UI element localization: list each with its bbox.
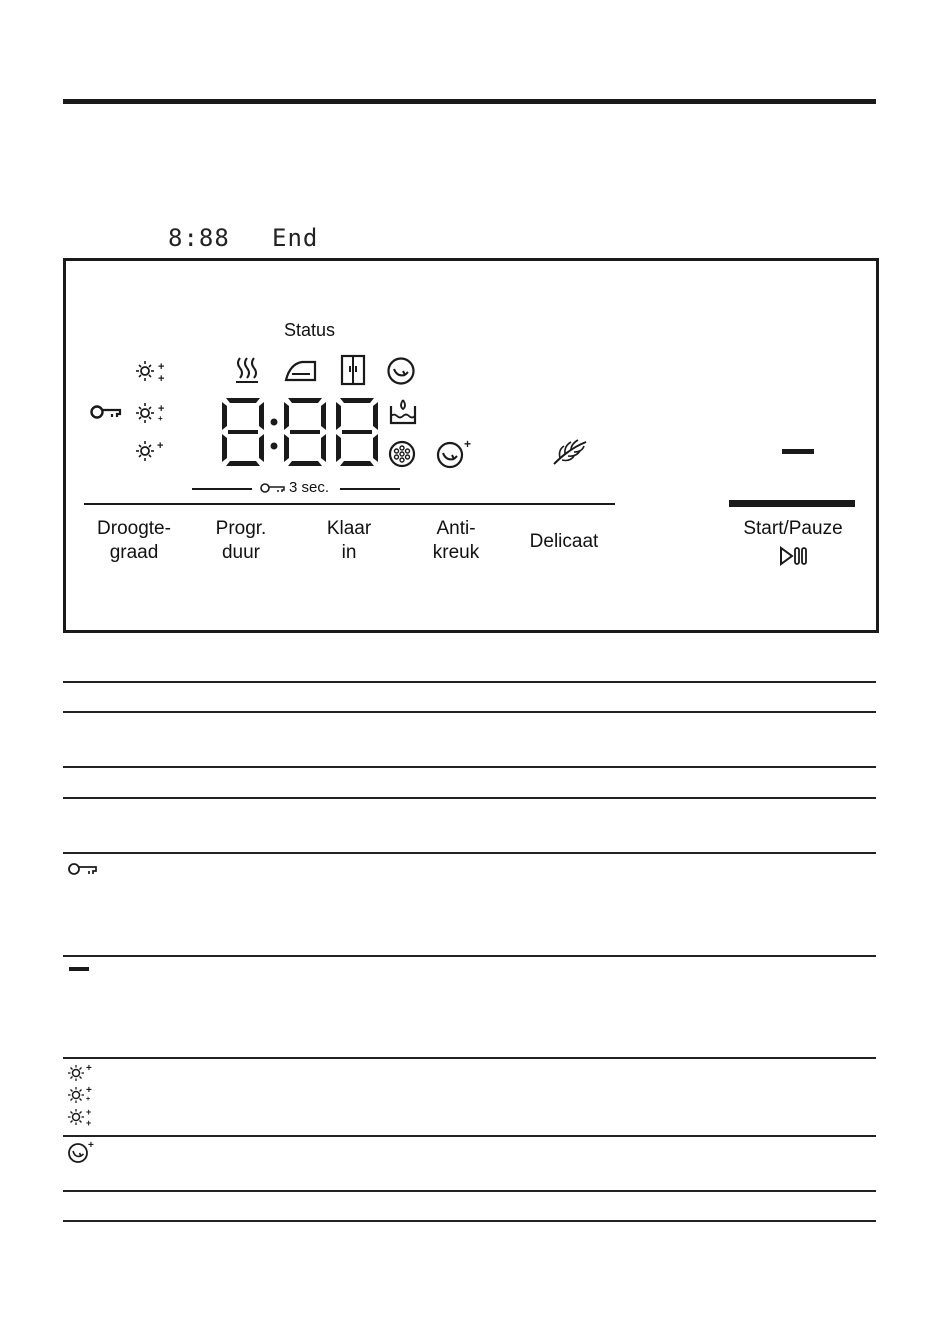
dryness-button-line1: Droogte- [97,518,171,539]
start-pause-button[interactable]: Start/Pauze [743,518,843,539]
anti-crease-line2: kreuk [432,542,480,563]
lock-hint-key-icon [260,482,286,494]
table-dryness-extra-icon [68,1106,96,1128]
svg-text:+: + [157,440,164,452]
program-duration-button[interactable] [191,517,291,565]
dryness-button[interactable] [84,517,184,565]
svg-text:+: + [86,1063,92,1074]
svg-text:+: + [86,1107,92,1117]
dryness-extra-icon [136,358,166,384]
table-on-indicator-icon [69,967,89,971]
table-rule [63,852,876,854]
on-off-indicator [782,449,814,454]
play-pause-icon [779,546,809,566]
display-example-time: 8:88 [168,224,230,252]
table-rule [63,1190,876,1192]
ready-in-line2: in [341,542,357,563]
svg-text:+: + [158,373,165,385]
ready-in-line1: Klaar [326,518,372,539]
cupboard-icon [340,354,366,386]
anti-crease-icon [436,438,474,470]
lock-hint-text: 3 sec. [289,479,330,496]
table-child-lock-icon [68,862,98,876]
anti-crease-button[interactable] [406,517,506,565]
svg-text:+: + [86,1118,92,1128]
table-dryness-cupboard-icon [68,1084,96,1104]
svg-text:+: + [158,403,165,415]
svg-text:+: + [86,1096,91,1103]
display-example-end: End [272,224,319,252]
table-rule [63,797,876,799]
table-rule [63,1057,876,1059]
dryness-button-line2: graad [109,542,159,563]
dryness-cupboard-icon [136,400,166,426]
header-rule [63,99,876,104]
svg-text:+: + [86,1085,92,1096]
svg-text:+: + [88,1140,94,1151]
water-tank-icon [388,398,418,426]
table-anti-crease-icon [68,1140,98,1164]
table-rule [63,766,876,768]
table-rule [63,1135,876,1137]
iron-icon [284,358,318,384]
dryness-iron-icon [136,438,166,464]
table-rule [63,711,876,713]
program-duration-line1: Progr. [215,518,267,539]
drying-steam-icon [236,356,260,384]
status-label: Status [284,320,336,340]
program-end-icon [386,356,416,386]
child-lock-icon [90,404,122,420]
svg-text:+: + [158,414,163,423]
table-rule [63,1220,876,1222]
delicate-feather-icon [552,438,588,466]
fluff-filter-icon [388,440,416,468]
svg-text:+: + [158,361,165,373]
lock-hint-line-left [192,488,252,490]
table-rule [63,955,876,957]
delicate-button[interactable]: Delicaat [529,531,599,552]
lock-hint-line-right [340,488,400,490]
panel-divider [84,503,615,505]
start-pause-bar [729,500,855,507]
table-dryness-iron-icon [68,1062,96,1082]
anti-crease-line1: Anti- [436,518,476,539]
program-duration-line2: duur [221,542,261,563]
ready-in-button[interactable] [299,517,399,565]
table-rule [63,681,876,683]
seven-segment-display [222,398,378,466]
svg-text:+: + [464,437,472,451]
